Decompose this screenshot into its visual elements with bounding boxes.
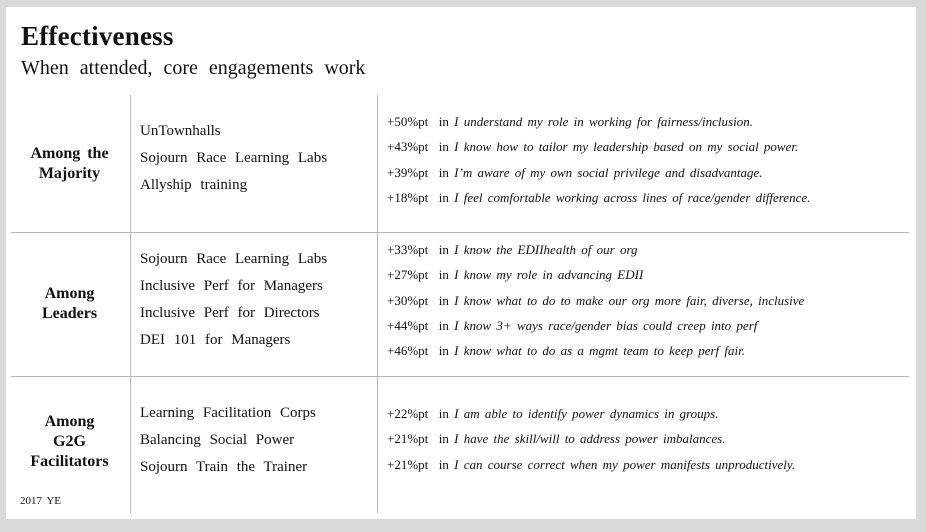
result-statement: I know my role in advancing EDII	[454, 267, 644, 283]
result-in: in	[438, 456, 449, 472]
result-in: in	[438, 189, 449, 205]
result-list	[387, 401, 795, 477]
result-delta: +18%pt	[387, 189, 429, 205]
result-in: in	[438, 431, 449, 447]
result-delta: +43%pt	[387, 139, 429, 155]
result-statement: I’m aware of my own social privilege and disadvantage.	[454, 164, 763, 180]
result-statement: I can course correct when my power manifests unproductively.	[454, 456, 796, 472]
result-delta: +50%pt	[387, 114, 429, 129]
row-label-line: Among	[44, 285, 95, 302]
program-item: Balancing Social Power	[140, 432, 295, 448]
slide-title: Effectiveness	[21, 21, 174, 51]
result-in: in	[438, 292, 449, 308]
program-item: Sojourn Race Learning Labs	[140, 251, 328, 267]
result-delta: +39%pt	[387, 164, 429, 180]
table-row-leaders	[6, 232, 909, 376]
result-item	[387, 338, 804, 363]
result-in: in	[438, 406, 449, 421]
program-list	[140, 400, 316, 481]
table-row-majority	[6, 95, 909, 232]
result-item	[387, 134, 810, 159]
result-in: in	[438, 242, 449, 257]
footer-note: 2017 YE	[20, 495, 62, 507]
result-statement: I know what to do as a mgmt team to keep perf fair.	[454, 343, 745, 359]
result-statement: I feel comfortable working across lines of race/gender difference.	[454, 189, 811, 205]
result-item	[387, 452, 795, 477]
program-list	[140, 246, 327, 354]
result-item	[387, 109, 810, 134]
result-in: in	[438, 317, 449, 333]
program-item: DEI 101 for Managers	[140, 332, 291, 348]
result-item	[387, 237, 804, 262]
result-statement: I am able to identify power dynamics in groups.	[454, 406, 719, 421]
program-item: UnTownhalls	[140, 123, 221, 139]
result-in: in	[438, 139, 449, 155]
result-statement: I know what to do to make our org more fair, diverse, inclusive	[454, 292, 805, 308]
result-item	[387, 288, 804, 313]
result-statement: I know 3+ ways race/gender bias could creep into perf	[454, 317, 758, 333]
result-in: in	[438, 343, 449, 359]
result-list	[387, 109, 810, 210]
program-item: Learning Facilitation Corps	[140, 405, 316, 421]
program-list	[140, 118, 327, 199]
result-item	[387, 426, 795, 451]
result-statement: I know how to tailor my leadership based on my social power.	[454, 139, 799, 155]
row-label	[11, 402, 128, 482]
result-delta: +30%pt	[387, 292, 429, 308]
row-label-line: Among the	[30, 144, 109, 162]
table-row-facilitators	[6, 376, 909, 513]
result-statement: I understand my role in working for fairness/inclusion.	[454, 114, 753, 129]
result-delta: +27%pt	[387, 267, 429, 283]
result-delta: +22%pt	[387, 406, 429, 421]
program-item: Sojourn Race Learning Labs	[140, 150, 328, 166]
row-label-line: Leaders	[41, 305, 98, 322]
result-in: in	[438, 114, 449, 129]
result-in: in	[438, 164, 449, 180]
result-item	[387, 160, 810, 185]
result-item	[387, 262, 804, 287]
slide	[6, 7, 916, 519]
result-item	[387, 313, 804, 338]
result-statement: I have the skill/will to address power imbalances.	[454, 431, 726, 447]
result-delta: +46%pt	[387, 343, 429, 359]
row-label-line: G2G	[53, 433, 86, 450]
result-delta: +21%pt	[387, 456, 429, 472]
row-label-line: Majority	[38, 164, 101, 182]
result-delta: +33%pt	[387, 242, 429, 257]
program-item: Sojourn Train the Trainer	[140, 459, 308, 475]
result-in: in	[438, 267, 449, 283]
program-item: Inclusive Perf for Managers	[140, 278, 323, 294]
result-item	[387, 185, 810, 210]
slide-subtitle: When attended, core engagements work	[21, 57, 366, 79]
result-list	[387, 237, 804, 363]
result-delta: +44%pt	[387, 317, 429, 333]
program-item: Inclusive Perf for Directors	[140, 305, 320, 321]
program-item: Allyship training	[140, 177, 248, 193]
row-label	[11, 232, 128, 376]
row-label-line: Among	[44, 413, 95, 430]
result-statement: I know the EDIIhealth of our org	[454, 242, 638, 257]
result-item	[387, 401, 795, 426]
row-label-line: Facilitators	[30, 453, 109, 470]
result-delta: +21%pt	[387, 431, 429, 447]
row-label	[11, 95, 128, 232]
